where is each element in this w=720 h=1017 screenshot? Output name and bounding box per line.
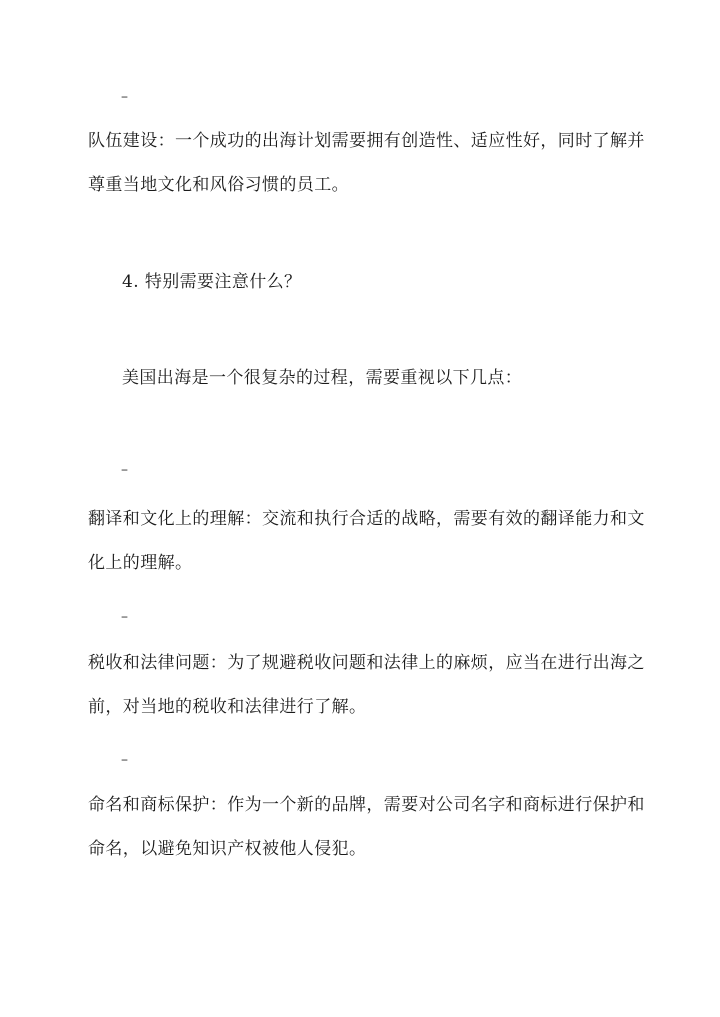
paragraph-line: 翻译和文化上的理解：交流和执行合适的战略，需要有效的翻译能力和文 xyxy=(88,509,645,529)
list-item xyxy=(88,641,645,729)
list-item xyxy=(88,497,645,585)
paragraph-line: 税收和法律问题：为了规避税收问题和法律上的麻烦，应当在进行出海之 xyxy=(88,653,645,673)
paragraph-line: 命名和商标保护：作为一个新的品牌，需要对公司名字和商标进行保护和 xyxy=(88,795,645,815)
dash-marker: – xyxy=(121,752,128,768)
paragraph-line: 前，对当地的税收和法律进行了解。 xyxy=(88,697,367,717)
list-item xyxy=(88,119,645,207)
paragraph-line: 命名，以避免知识产权被他人侵犯。 xyxy=(88,839,367,859)
intro-paragraph: 美国出海是一个很复杂的过程，需要重视以下几点： xyxy=(122,368,523,388)
paragraph-line: 队伍建设：一个成功的出海计划需要拥有创造性、适应性好，同时了解并 xyxy=(88,131,645,151)
list-item xyxy=(88,783,645,871)
dash-marker: – xyxy=(121,462,128,478)
paragraph-line: 尊重当地文化和风俗习惯的员工。 xyxy=(88,175,349,195)
section-heading: 4. 特别需要注意什么？ xyxy=(122,272,302,292)
dash-marker: – xyxy=(121,89,128,105)
paragraph-line: 化上的理解。 xyxy=(88,553,193,573)
dash-marker: – xyxy=(121,609,128,625)
